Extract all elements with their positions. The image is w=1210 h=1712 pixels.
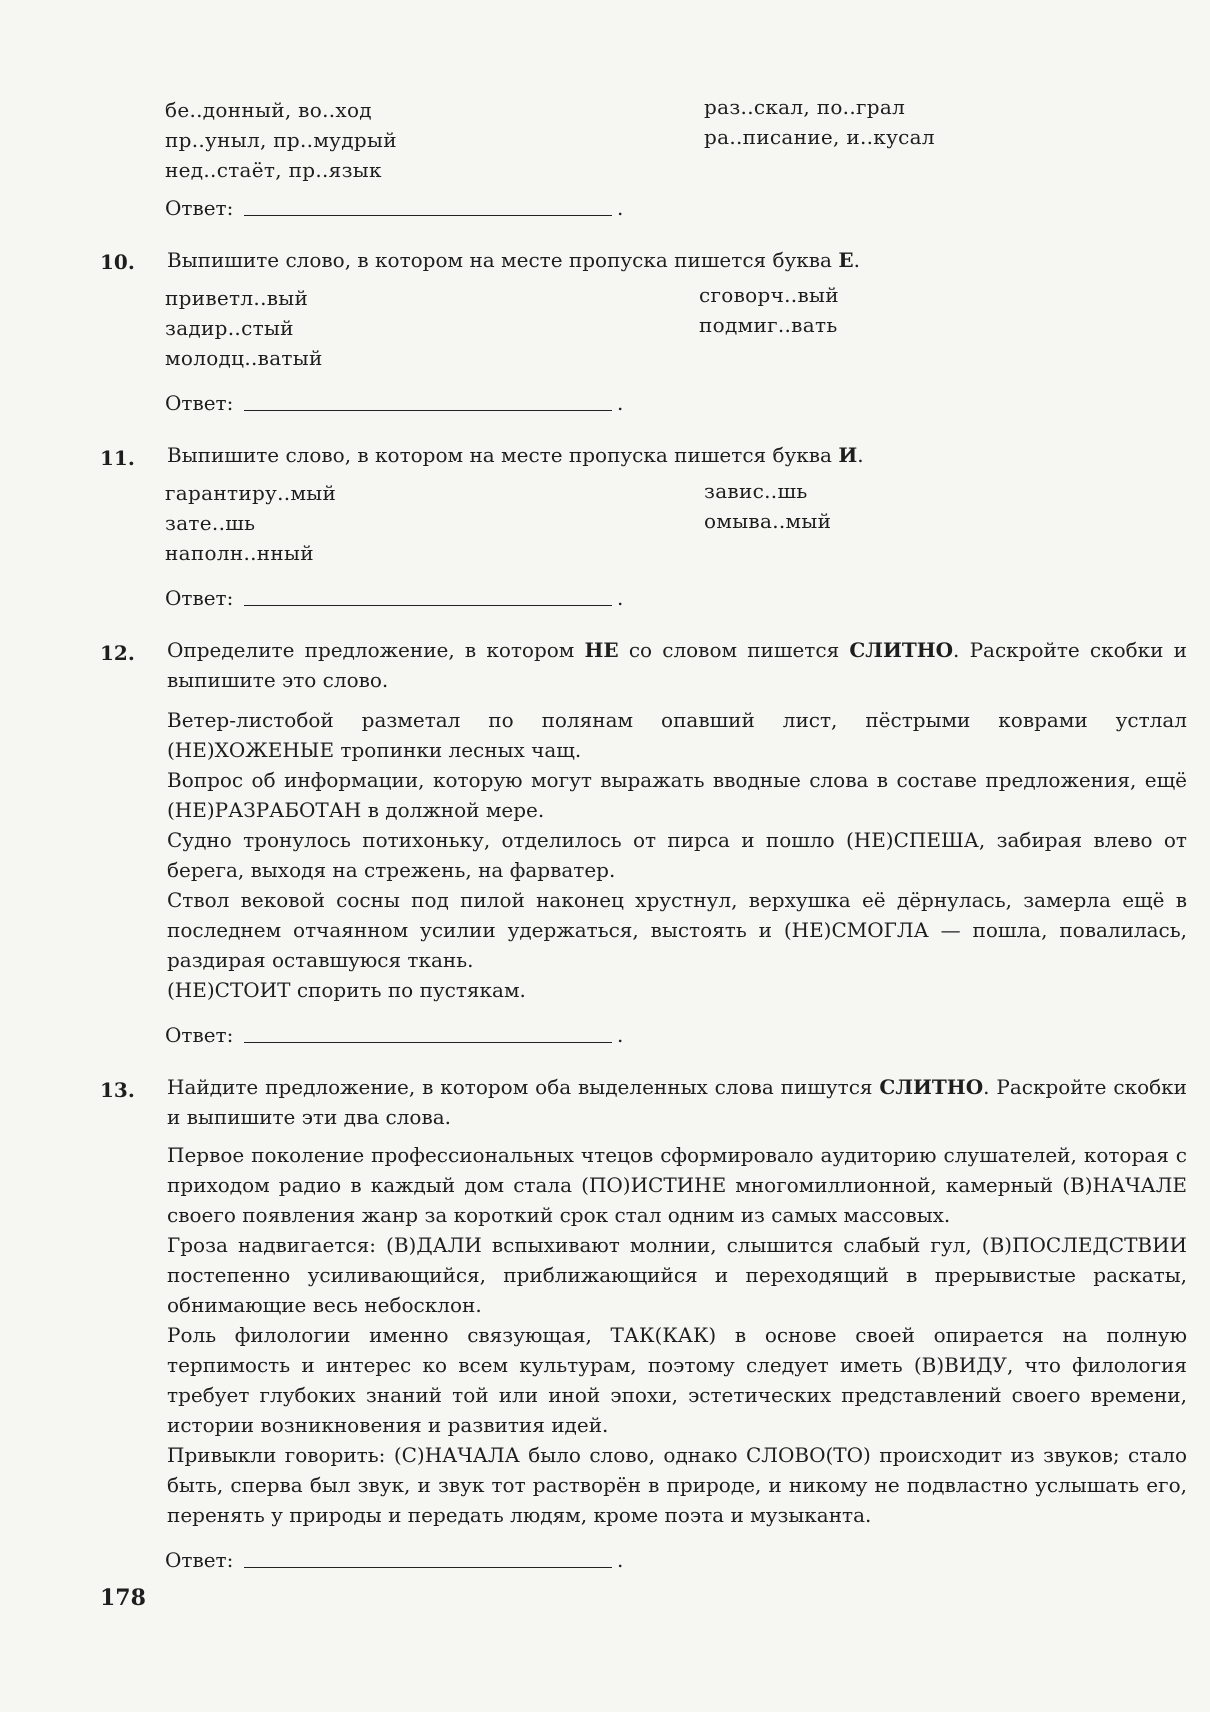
word-item: сговорч..вый bbox=[699, 283, 839, 307]
word-item: раз..скал, по..грал bbox=[704, 95, 906, 119]
word-item: задир..стый bbox=[165, 316, 294, 340]
answer-label: Ответ: bbox=[165, 1548, 234, 1572]
answer-dot: . bbox=[617, 391, 624, 415]
answer-field[interactable] bbox=[165, 390, 635, 416]
sentence: Ствол вековой сосны под пилой наконец хрустнул, верхушка её дёрнулась, замерла ещё в последнем отчаянном усилии удержаться, выстоять и (НЕ)СМОГЛА — пошла, повалилась, раздирая оставшуюся ткань. bbox=[167, 888, 1187, 972]
answer-field[interactable] bbox=[165, 195, 635, 221]
question-text: Определите предложение, в котором НЕ со словом пишется СЛИТНО. Раскройте скобки и выпишите это слово. bbox=[167, 638, 1187, 692]
answer-line bbox=[244, 605, 612, 606]
word-item: ра..писание, и..кусал bbox=[704, 125, 935, 149]
answer-field[interactable] bbox=[165, 1547, 635, 1573]
answer-label: Ответ: bbox=[165, 196, 234, 220]
sentence: Ветер-листобой разметал по полянам опавший лист, пёстрыми коврами устлал (НЕ)ХОЖЕНЫЕ тропинки лесных чащ. bbox=[167, 708, 1187, 762]
question-text: Выпишите слово, в котором на месте пропуска пишется буква Е. bbox=[167, 248, 860, 272]
word-item: нед..стаёт, пр..язык bbox=[165, 158, 382, 182]
sentence: Вопрос об информации, которую могут выражать вводные слова в составе предложения, ещё (НЕ)РАЗРАБОТАН в должной мере. bbox=[167, 768, 1187, 822]
question-number: 13. bbox=[100, 1078, 135, 1102]
word-item: молодц..ватый bbox=[165, 346, 323, 370]
word-item: подмиг..вать bbox=[699, 313, 838, 337]
word-item: завис..шь bbox=[704, 479, 808, 503]
sentence: Гроза надвигается: (В)ДАЛИ вспыхивают молнии, слышится слабый гул, (В)ПОСЛЕДСТВИИ постепенно усиливающийся, приближающийся и переходящий в прерывистые раскаты, обнимающие весь небосклон. bbox=[167, 1233, 1187, 1317]
sentence: Роль филологии именно связующая, ТАК(КАК) в основе своей опирается на полную терпимость и интерес ко всем культурам, поэтому следует иметь (В)ВИДУ, что филология требует глубоких знаний той или иной эпохи, эстетических представлений своего времени, истории возникновения и развития идей. bbox=[167, 1323, 1187, 1437]
word-item: бе..донный, во..ход bbox=[165, 98, 372, 122]
word-item: наполн..нный bbox=[165, 541, 314, 565]
sentence: Первое поколение профессиональных чтецов сформировало аудиторию слушателей, которая с приходом радио в каждый дом стала (ПО)ИСТИНЕ многомиллионной, камерный (В)НАЧАЛЕ своего появления жанр за короткий срок стал одним из самых массовых. bbox=[167, 1143, 1187, 1227]
word-item: гарантиру..мый bbox=[165, 481, 337, 505]
question-text: Выпишите слово, в котором на месте пропуска пишется буква И. bbox=[167, 443, 864, 467]
answer-dot: . bbox=[617, 196, 624, 220]
answer-label: Ответ: bbox=[165, 586, 234, 610]
answer-line bbox=[244, 410, 612, 411]
sentence: Судно тронулось потихоньку, отделилось от пирса и пошло (НЕ)СПЕША, забирая влево от берега, выходя на стрежень, на фарватер. bbox=[167, 828, 1187, 882]
sentence: (НЕ)СТОИТ спорить по пустякам. bbox=[167, 978, 526, 1002]
answer-label: Ответ: bbox=[165, 391, 234, 415]
answer-label: Ответ: bbox=[165, 1023, 234, 1047]
answer-field[interactable] bbox=[165, 585, 635, 611]
answer-line bbox=[244, 1042, 612, 1043]
question-number: 11. bbox=[100, 446, 135, 470]
answer-line bbox=[244, 1567, 612, 1568]
answer-dot: . bbox=[617, 586, 624, 610]
sentence-list bbox=[167, 1140, 1187, 1530]
answer-line bbox=[244, 215, 612, 216]
word-item: зате..шь bbox=[165, 511, 256, 535]
question-number: 12. bbox=[100, 641, 135, 665]
question-number: 10. bbox=[100, 250, 135, 274]
answer-dot: . bbox=[617, 1548, 624, 1572]
answer-field[interactable] bbox=[165, 1022, 635, 1048]
question-text: Найдите предложение, в котором оба выделенных слова пишутся СЛИТНО. Раскройте скобки и выпишите эти два слова. bbox=[167, 1075, 1187, 1129]
sentence-list bbox=[167, 705, 1187, 1005]
word-item: пр..уныл, пр..мудрый bbox=[165, 128, 397, 152]
answer-dot: . bbox=[617, 1023, 624, 1047]
word-item: приветл..вый bbox=[165, 286, 309, 310]
word-item: омыва..мый bbox=[704, 509, 832, 533]
page-number: 178 bbox=[100, 1585, 146, 1611]
sentence: Привыкли говорить: (С)НАЧАЛА было слово, однако СЛОВО(ТО) происходит из звуков; стало быть, сперва был звук, и звук тот растворён в природе, и никому не подвластно услышать его, перенять у природы и передать людям, кроме поэта и музыканта. bbox=[167, 1443, 1187, 1527]
